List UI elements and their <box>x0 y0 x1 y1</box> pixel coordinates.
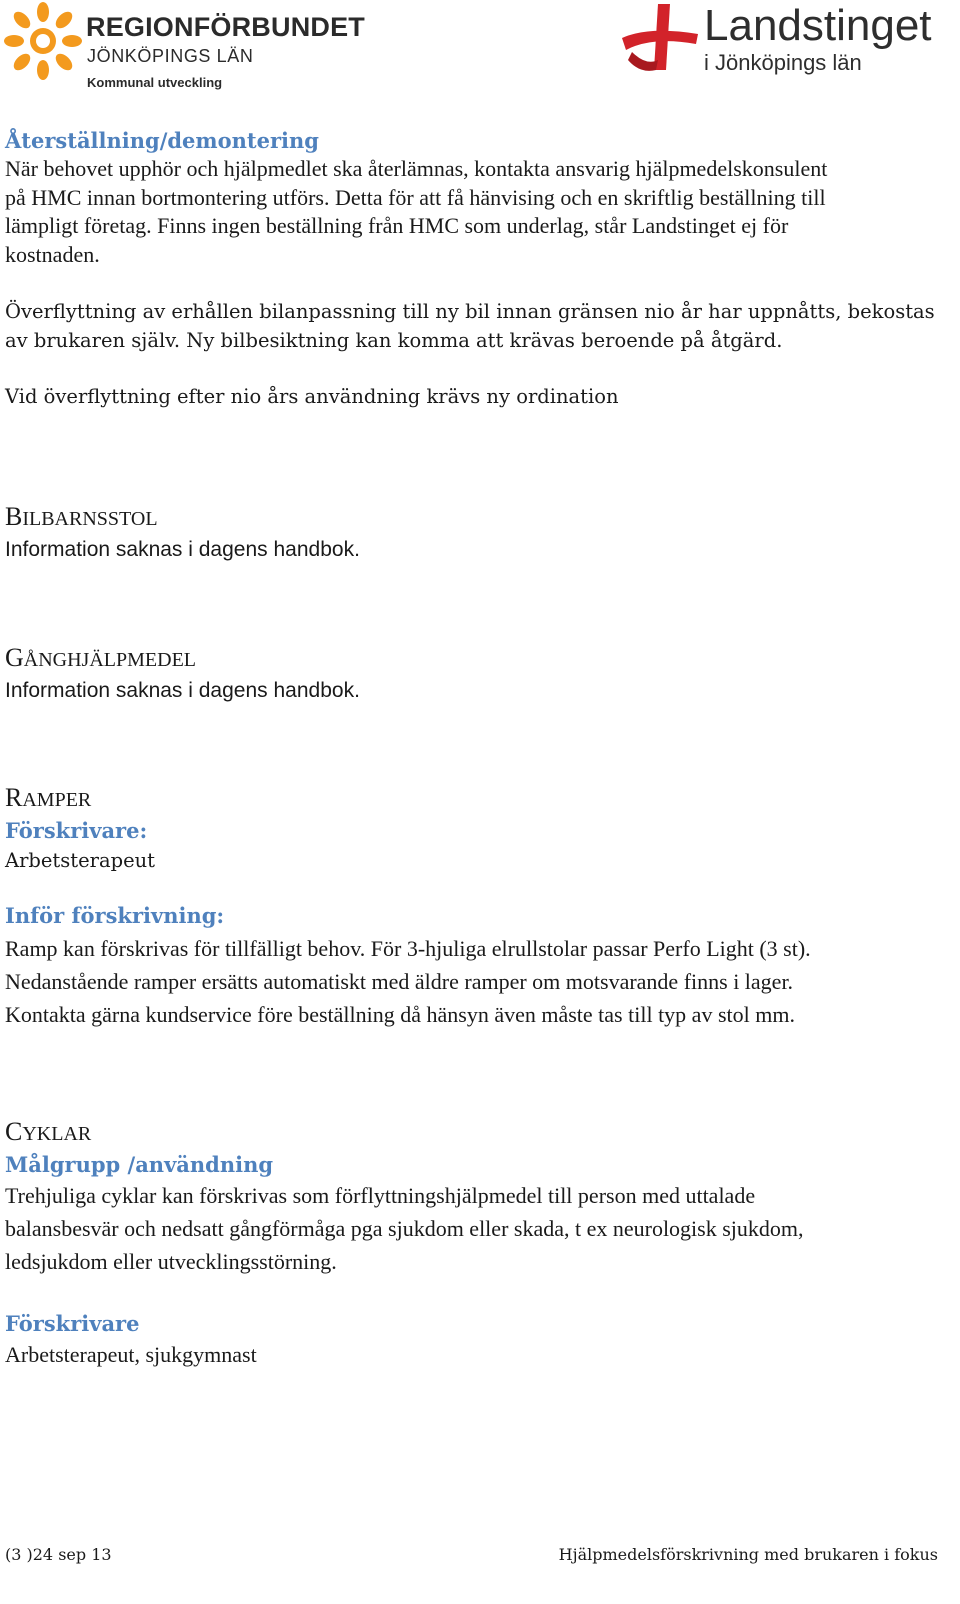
section-aterstallning <box>5 127 935 269</box>
section-cyklar <box>5 1117 935 1278</box>
cyklar-prescriber-label: Förskrivare <box>5 1311 140 1336</box>
text-line: balansbesvär och nedsatt gångförmåga pga sjukdom eller skada, t ex neurologisk sjukdom, <box>5 1216 804 1241</box>
ganghjalpmedel-text: Information saknas i dagens handbok. <box>5 679 360 702</box>
text-line: När behovet upphör och hjälpmedlet ska återlämnas, kontakta ansvarig hjälpmedelskonsulent <box>5 156 828 181</box>
aterstallning-paragraph-2 <box>5 298 935 355</box>
section-ramper-before <box>5 902 935 1031</box>
landstinget-subtitle: i Jönköpings län <box>704 50 862 75</box>
text-line: kostnaden. <box>5 241 100 267</box>
text-line: Nedanstående ramper ersätts automatiskt med äldre ramper om motsvarande finns i lager. <box>5 969 794 994</box>
regionforbundet-tagline: Kommunal utveckling <box>87 75 223 90</box>
orange-sun-logo-icon <box>4 2 82 80</box>
heading-initial: B <box>5 502 23 531</box>
section-cyklar-prescriber <box>5 1310 935 1371</box>
ramper-before-text <box>5 932 935 1031</box>
cyklar-prescriber: Arbetsterapeut, sjukgymnast <box>5 1342 257 1367</box>
red-cross-ribbon-logo-icon <box>618 0 700 76</box>
heading-rest: ILBARNSSTOL <box>22 508 158 530</box>
regionforbundet-title: REGIONFÖRBUNDET <box>86 12 365 42</box>
landstinget-title: Landstinget <box>704 1 932 50</box>
text-line: Vid överflyttning efter nio års användning krävs ny ordination <box>5 385 619 408</box>
heading-aterstallning: Återställning/demontering <box>5 128 319 153</box>
ramper-prescriber: Arbetsterapeut <box>5 849 156 872</box>
aterstallning-paragraph-1 <box>5 155 935 269</box>
footer-document-title: Hjälpmedelsförskrivning med brukaren i fokus <box>558 1545 938 1564</box>
heading-ganghjalpmedel <box>5 643 935 675</box>
aterstallning-paragraph-3 <box>5 383 935 412</box>
ramper-prescriber-label: Förskrivare: <box>5 818 148 843</box>
text-line: av brukaren själv. Ny bilbesiktning kan komma att krävas beroende på åtgärd. <box>5 328 783 352</box>
section-bilbarnsstol <box>5 502 935 564</box>
section-ramper <box>5 783 935 876</box>
section-ganghjalpmedel <box>5 643 935 705</box>
ramper-before-label: Inför förskrivning: <box>5 903 225 928</box>
heading-rest: YKLAR <box>22 1123 92 1145</box>
heading-initial: C <box>5 1117 23 1146</box>
regionforbundet-logo <box>4 2 365 94</box>
heading-rest: AMPER <box>22 789 92 811</box>
text-line: Överflyttning av erhållen bilanpassning till ny bil innan gränsen nio år har uppnåtts, bekostas <box>5 300 935 323</box>
heading-initial: R <box>5 783 23 812</box>
text-line: lämpligt företag. Finns ingen beställning från HMC som underlag, står Landstinget ej för <box>5 213 789 238</box>
footer-page-date: (3 )24 sep 13 <box>5 1545 112 1564</box>
heading-rest: ÅNGHJÄLPMEDEL <box>23 649 196 671</box>
regionforbundet-subtitle: JÖNKÖPINGS LÄN <box>87 46 254 66</box>
text-line: ledsjukdom eller utvecklingsstörning. <box>5 1249 337 1274</box>
bilbarnsstol-text: Information saknas i dagens handbok. <box>5 538 360 561</box>
text-line: Ramp kan förskrivas för tillfälligt behov. För 3-hjuliga elrullstolar passar Perfo Light (3 st). <box>5 936 811 961</box>
text-line: Trehjuliga cyklar kan förskrivas som förflyttningshjälpmedel till person med uttalade <box>5 1183 756 1208</box>
cyklar-target-text <box>5 1179 935 1278</box>
cyklar-target-label: Målgrupp /användning <box>5 1152 274 1177</box>
text-line: Kontakta gärna kundservice före beställning då hänsyn även måste tas till typ av stol mm. <box>5 1002 795 1027</box>
heading-cyklar <box>5 1117 935 1149</box>
heading-bilbarnsstol <box>5 502 935 534</box>
landstinget-logo <box>618 0 940 80</box>
text-line: på HMC innan bortmontering utförs. Detta för att få hänvising och en skriftlig beställning till <box>5 184 826 210</box>
heading-initial: G <box>5 643 24 672</box>
heading-ramper <box>5 783 935 815</box>
